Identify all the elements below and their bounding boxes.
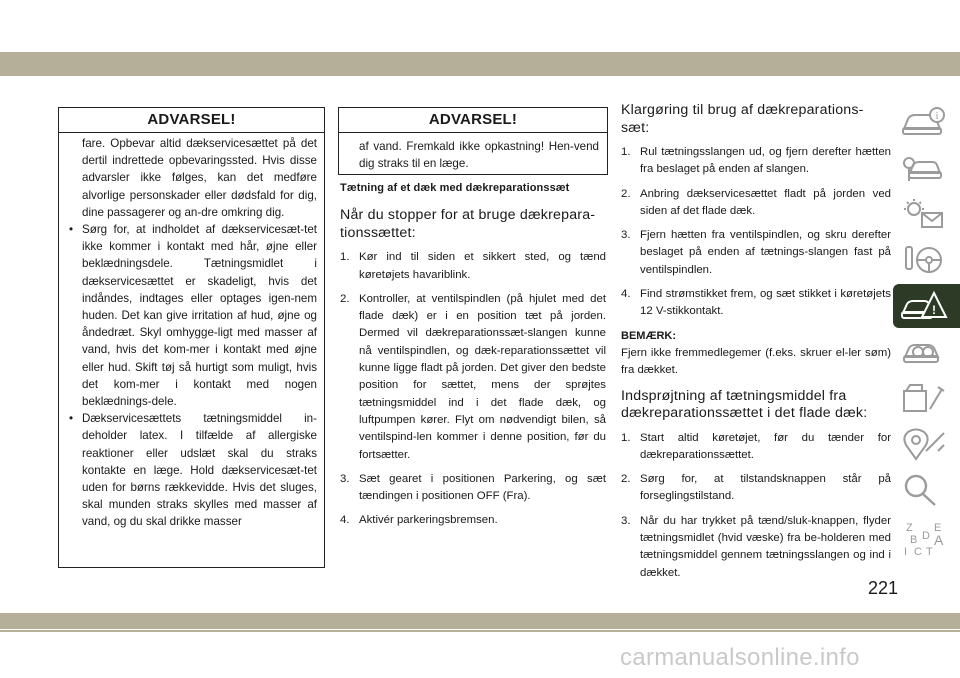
list-item	[621, 471, 891, 506]
note-text: Fjern ikke fremmedlegemer (f.eks. skruer el-ler søm) fra dækket.	[621, 346, 891, 377]
step-text: Aktivér parkeringsbremsen.	[359, 514, 498, 527]
step-number: 3.	[621, 229, 631, 242]
section-subhead: Tætning af et dæk med dækreparationssæt	[340, 182, 570, 194]
section-heading-2: Indsprøjtning af tætningsmiddel fra dækreparationssættet i det flade dæk:	[621, 387, 868, 422]
step-number: 4.	[340, 514, 350, 527]
alphabet-index-icon	[900, 519, 948, 559]
tab-steering[interactable]	[893, 238, 960, 282]
bullet-dot: •	[69, 223, 74, 237]
step-number: 1.	[340, 251, 350, 264]
tab-lights-mail[interactable]	[893, 192, 960, 236]
step-number: 3.	[340, 472, 350, 485]
tab-maintenance[interactable]	[893, 376, 960, 420]
step-text: Find strømstikket frem, og sæt stikket i køretøjets 12 V-stikkontakt.	[640, 288, 891, 318]
section-heading: Klargøring til brug af dækreparations-sæt:	[621, 102, 864, 136]
index-letter: B	[910, 534, 918, 546]
note-heading: BEMÆRK:	[621, 329, 676, 342]
step-number: 3.	[621, 514, 631, 527]
warning-continued-text: af vand. Fremkald ikke opkastning! Hen-vend dig straks til en læge.	[359, 140, 599, 171]
index-letter: E	[934, 522, 942, 534]
tab-specifications[interactable]	[893, 422, 960, 466]
tab-index[interactable]	[893, 514, 960, 558]
warning-bullet	[66, 410, 317, 530]
step-number: 2.	[621, 473, 631, 486]
column-middle	[340, 180, 606, 537]
step-text: Sæt gearet i positionen Parkering, og sæt tændingen i positionen OFF (Fra).	[359, 472, 606, 503]
steering-wheel-icon	[900, 243, 948, 277]
tab-search[interactable]	[893, 468, 960, 512]
maintenance-icon	[900, 381, 948, 415]
watermark-text: carmanualsonline.info	[620, 644, 860, 671]
list-item	[621, 186, 891, 221]
step-text: Rul tætningsslangen ud, og fjern derefter hætten fra beslaget på enden af slangen.	[640, 146, 891, 176]
column-right	[621, 102, 891, 589]
tab-car-keys[interactable]	[893, 146, 960, 190]
warning-bullet-text: Dækservicesættets tætningsmiddel in-deholder latex. I tilfælde af allergiske reaktioner eller udslæt skal du straks kontakte en læge. Hold dækservicesæt-tet uden for børns rækkevidde. Hvis det sluges, skal munden straks skylles med masser af vand, og du skal drikke masser	[82, 412, 317, 529]
step-number: 4.	[621, 288, 631, 301]
lights-mail-icon	[900, 197, 948, 231]
step-text: Kør ind til siden et sikkert sted, og tænd køretøjets havariblink.	[359, 251, 606, 281]
step-text: Sørg for, at tilstandsknappen står på forseglingstilstand.	[640, 473, 891, 503]
tab-car-info[interactable]	[893, 100, 960, 144]
svg-text:!: !	[932, 303, 936, 317]
warning-title: ADVARSEL!	[59, 108, 324, 133]
list-item	[621, 513, 891, 582]
svg-text:i: i	[935, 111, 939, 122]
index-letter: I	[904, 546, 908, 558]
car-info-icon	[900, 105, 948, 139]
step-list	[340, 249, 606, 529]
list-item	[340, 512, 606, 529]
list-item	[340, 471, 606, 506]
bottom-rule	[0, 630, 960, 632]
index-letter: D	[922, 530, 930, 542]
index-letter: A	[934, 532, 944, 548]
warning-title: ADVARSEL!	[339, 108, 607, 133]
bullet-dot: •	[69, 412, 74, 426]
step-text: Når du har trykket på tænd/sluk-knappen, flyder tætningsmidlet (hvid væske) fra be-holderen med tætningsmiddel gennem tætningsslangen og ind i dækket.	[640, 514, 891, 579]
step-list	[621, 144, 891, 321]
warning-triangle-car-icon	[900, 289, 948, 323]
step-text: Start altid køretøjet, før du tænder for dækreparationssættet.	[640, 431, 891, 461]
list-item	[340, 291, 606, 464]
step-number: 1.	[621, 146, 631, 158]
tab-emergency[interactable]	[893, 284, 960, 328]
index-letter: T	[926, 546, 933, 558]
step-number: 2.	[621, 187, 631, 200]
warning-bullet-text: Sørg for, at indholdet af dækservicesæt-tet ikke kommer i kontakt med hår, øjne eller beklædningsdele. Tætningsmidlet i dækservicesættet er skadeligt, hvis det indåndes, indtages eller optages igen-nem huden. Det kan give irritation af hud, øjne og åndedræt. Skyl omhygge-ligt med masser af vand, hvis det kom-mer i kontakt med øjne eller hud. Skift tøj så hurtigt som muligt, hvis det kom-mer i kontakt med nogen beklædnings-dele.	[82, 223, 317, 409]
step-text: Kontroller, at ventilspindlen (på hjulet med det flade dæk) er i en position tæt på jorden. Dermed vil dækreparationssæt-slangen kunne nå ventilspindlen, og dæk-reparationssættet vil kunne ligge fladt på jorden. Det giver den bedste position for sættet, mens der sprøjtes tætningsmiddel ind i det flade dæk, og luftpumpen kører. Flyt om nødvendigt bilen, så ventilspind-len kommer i denne position, før du fortsætter.	[359, 292, 606, 461]
list-item	[621, 430, 891, 465]
step-number: 1.	[621, 431, 631, 444]
step-text: Anbring dækservicesættet fladt på jorden ved siden af det flade dæk.	[640, 187, 891, 217]
warning-box-1	[58, 107, 325, 568]
warning-bullet	[66, 221, 317, 410]
car-service-icon	[900, 335, 948, 369]
step-list-2	[621, 430, 891, 582]
page-number: 221	[868, 578, 899, 598]
list-item	[621, 227, 891, 279]
search-icon	[900, 473, 948, 507]
top-band	[0, 52, 960, 76]
index-letter: C	[914, 546, 922, 558]
warning-intro-text: fare. Opbevar altid dækservicesættet på det dertil indrettede opbevaringssted. Hvis disse advarsler ikke følges, kan det medføre alvorlige personskader eller dødsfald for dig, dine passagerer og an-dre omkring dig.	[82, 137, 317, 219]
section-heading: Når du stopper for at bruge dækrepara-tionssættet:	[340, 207, 596, 241]
car-keys-icon	[900, 151, 948, 185]
list-item	[621, 144, 891, 179]
step-text: Fjern hætten fra ventilspindlen, og skru derefter beslaget på enden af tætnings-slangen fast på ventilspindlen.	[640, 229, 891, 276]
index-letter: Z	[906, 522, 913, 534]
warning-box-2	[338, 107, 608, 175]
step-number: 2.	[340, 292, 350, 305]
specifications-icon	[900, 427, 948, 461]
list-item	[340, 249, 606, 284]
list-item	[621, 286, 891, 321]
bottom-band	[0, 613, 960, 629]
tab-car-service[interactable]	[893, 330, 960, 374]
